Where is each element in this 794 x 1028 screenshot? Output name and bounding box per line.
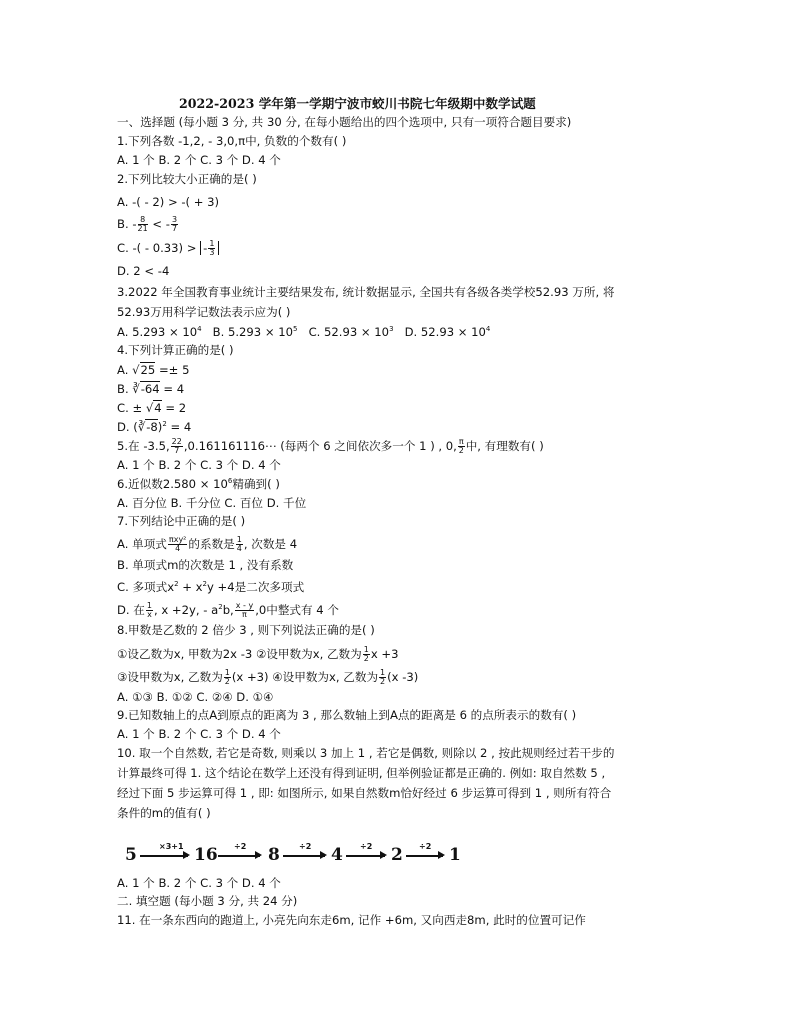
section-2-header: 二. 填空题 (每小题 3 分, 共 24 分)	[117, 894, 298, 908]
q1-options: A. 1 个 B. 2 个 C. 3 个 D. 4 个	[117, 153, 281, 167]
q11-stem: 11. 在一条东西向的跑道上, 小亮先向东走6m, 记作 +6m, 又向西走8m, 此时的位置可记作	[117, 913, 586, 927]
q4-stem: 4.下列计算正确的是( )	[117, 343, 234, 357]
absolute-value: - $\frac{1}{3}$	[200, 241, 219, 255]
flow-number: 8	[268, 845, 280, 865]
flow-number: 4	[331, 845, 343, 865]
q10-line4: 条件的m的值有( )	[117, 806, 211, 820]
flow-arrow-icon	[218, 855, 260, 857]
q7-option-b: B. 单项式m的次数是 1 , 没有系数	[117, 558, 294, 572]
q7-option-c: C. 多项式$x^2 + x^2y +4$是二次多项式	[117, 580, 305, 594]
q8-statements-1: ①设乙数为x, 甲数为2x -3 ②设甲数为x, 乙数为 $\frac{1}{2}$ x +3	[117, 645, 399, 663]
section-1-header: 一、选择题 (每小题 3 分, 共 30 分, 在每小题给出的四个选项中, 只有一项符合题目要求)	[117, 115, 572, 129]
q6-options: A. 百分位 B. 千分位 C. 百位 D. 千位	[117, 496, 307, 510]
flow-arrow-icon	[406, 855, 443, 857]
q10-operation-flow	[117, 842, 477, 868]
fraction: $\frac{8}{21}$	[137, 215, 148, 233]
q2-stem: 2.下列比较大小正确的是( )	[117, 172, 257, 186]
exam-title: 2022-2023 学年第一学期宁波市蛟川书院七年级期中数学试题	[179, 96, 536, 111]
q5-stem: 5.在 -3.5, $\frac{22}{7}$ ,0.161161116⋯ (每两个 6 之间依次多一个 1 ) , 0, $\frac{\pi}{2}$ 中, 有理数有( )	[117, 437, 544, 455]
q2-option-a: A. -( - 2) > -( + 3)	[117, 195, 220, 209]
q8-stem: 8.甲数是乙数的 2 倍少 3 , 则下列说法正确的是( )	[117, 623, 375, 637]
flow-operation: ÷2	[419, 842, 432, 851]
q6-stem: 6.近似数$2.580 \times 10^6$精确到( )	[117, 477, 280, 491]
fraction: $\frac{1}{2}$	[363, 645, 369, 663]
q2-option-b: B. - $\frac{8}{21}$ < - $\frac{3}{7}$	[117, 215, 178, 233]
q3-stem-line2: 52.93万用科学记数法表示应为( )	[117, 305, 291, 319]
q5-options: A. 1 个 B. 2 个 C. 3 个 D. 4 个	[117, 458, 281, 472]
q4-option-d: D. (∛-8)$^2$ = 4	[117, 420, 192, 434]
q3-options: A. $5.293 \times 10^4$ B. $5.293 \times 10^5$ C. $52.93 \times 10^3$ D. $52.93 \times 10^4$	[117, 325, 491, 339]
fraction: $\frac{1}{4}$	[236, 535, 242, 553]
fraction: $\frac{1}{2}$	[224, 668, 230, 686]
q10-line2: 计算最终可得 1. 这个结论在数学上还没有得到证明, 但举例验证都是正确的. 例如: 取自然数 5 ,	[117, 766, 606, 780]
q4-option-c: C. ± √4 = 2	[117, 401, 187, 415]
flow-arrow-icon	[140, 855, 188, 857]
flow-operation: ÷2	[360, 842, 373, 851]
q3-stem-line1: 3.2022 年全国教育事业统计主要结果发布, 统计数据显示, 全国共有各级各类学校52.93 万所, 将	[117, 285, 615, 299]
q7-stem: 7.下列结论中正确的是( )	[117, 514, 246, 528]
q10-line1: 10. 取一个自然数, 若它是奇数, 则乘以 3 加上 1 , 若它是偶数, 则除以 2 , 按此规则经过若干步的	[117, 746, 615, 760]
q9-stem: 9.已知数轴上的点A到原点的距离为 3 , 那么数轴上到A点的距离是 6 的点所表示的数有( )	[117, 708, 577, 722]
q4-option-b: B. ∛-64 = 4	[117, 382, 185, 396]
q10-line3: 经过下面 5 步运算可得 1 , 即: 如图所示, 如果自然数m恰好经过 6 步运算可得到 1 , 则所有符合	[117, 786, 612, 800]
fraction: $\frac{x - y}{\pi}$	[235, 601, 254, 619]
q7-option-a: A. 单项式 $\frac{\text{πxy²}}{4}$ 的系数是 $\frac{1}{4}$ , 次数是 4	[117, 535, 298, 553]
q2-option-d: D. 2 < -4	[117, 264, 170, 278]
flow-operation: ÷2	[234, 842, 247, 851]
flow-number: 16	[194, 845, 218, 865]
flow-operation: ×3+1	[159, 842, 184, 851]
flow-arrow-icon	[346, 855, 385, 857]
fraction: $\frac{3}{7}$	[171, 215, 178, 233]
fraction: $\frac{1}{3}$	[209, 239, 215, 257]
q7-option-d: D. 在 $\frac{1}{x}$ , x +2y, - $a^2b$, $\frac{x - y}{\pi}$ ,0中整式有 4 个	[117, 601, 339, 619]
q8-options: A. ①③ B. ①② C. ②④ D. ①④	[117, 690, 274, 704]
flow-operation: ÷2	[299, 842, 312, 851]
q10-options: A. 1 个 B. 2 个 C. 3 个 D. 4 个	[117, 876, 281, 890]
fraction: $\frac{22}{7}$	[171, 437, 182, 455]
flow-arrow-icon	[283, 855, 325, 857]
fraction: $\frac{\pi}{2}$	[458, 437, 464, 455]
flow-number: 1	[449, 845, 461, 865]
q2-option-c: C. -( - 0.33) > - $\frac{1}{3}$	[117, 240, 219, 257]
flow-number: 5	[125, 845, 137, 865]
q4-option-a: A. √25 =± 5	[117, 363, 190, 377]
q8-statements-2: ③设甲数为x, 乙数为 $\frac{1}{2}$ (x +3) ④设甲数为x, 乙数为 $\frac{1}{2}$ (x -3)	[117, 668, 419, 686]
fraction: $\frac{\text{πxy²}}{4}$	[168, 535, 187, 553]
q1-stem: 1.下列各数 -1,2, - 3,0,π中, 负数的个数有( )	[117, 134, 347, 148]
fraction: $\frac{1}{x}$	[146, 601, 152, 619]
q9-options: A. 1 个 B. 2 个 C. 3 个 D. 4 个	[117, 727, 281, 741]
flow-number: 2	[391, 845, 403, 865]
fraction: $\frac{1}{2}$	[380, 668, 386, 686]
